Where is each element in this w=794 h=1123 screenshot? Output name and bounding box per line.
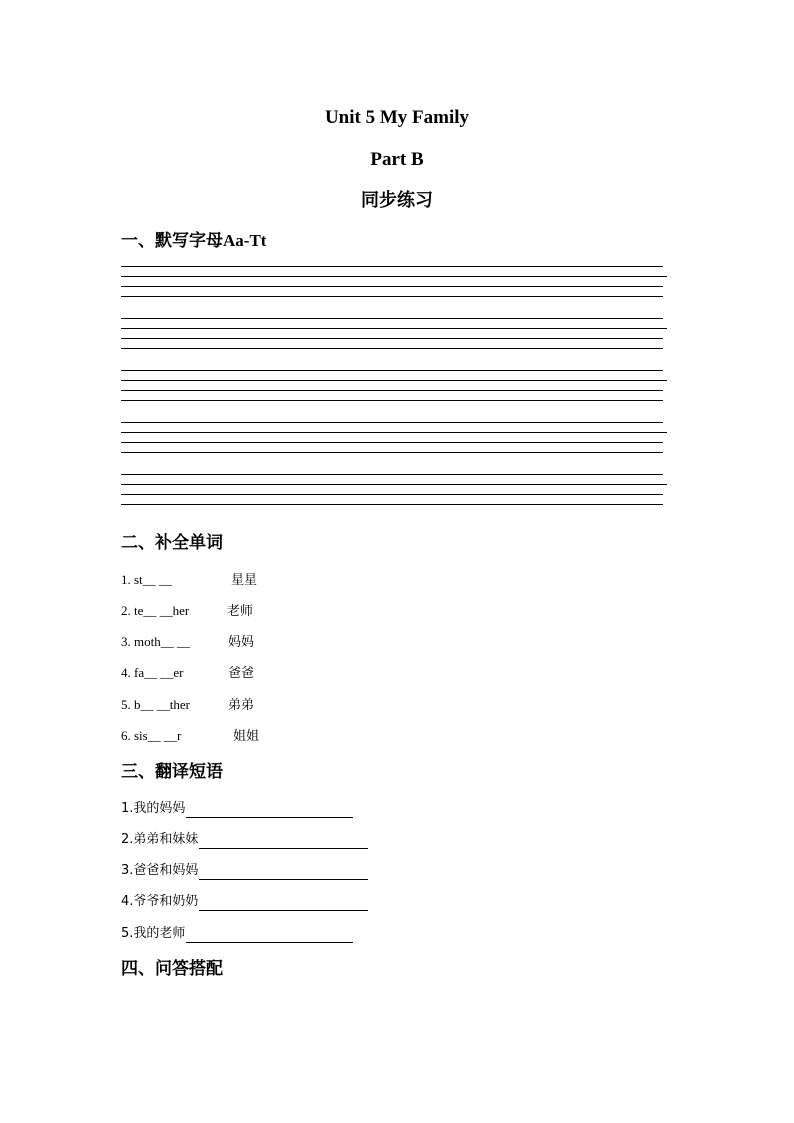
translation-item [121, 831, 368, 849]
section-heading-dictation [121, 230, 266, 252]
translation-prompt: 4.爷爷和奶奶 [121, 894, 199, 909]
section-heading-en: Aa-Tt [223, 231, 267, 250]
writing-line-group[interactable] [121, 474, 667, 506]
section-heading-match: 四、问答搭配 [121, 959, 223, 979]
word-blank[interactable]: 4. fa__ __er [121, 665, 184, 680]
word-meaning: 星星 [231, 573, 258, 588]
word-meaning: 爸爸 [228, 666, 255, 681]
translation-item [121, 800, 353, 818]
translation-prompt: 3.爸爸和妈妈 [121, 863, 199, 878]
writing-line-group[interactable] [121, 266, 667, 298]
writing-line [121, 318, 663, 319]
worksheet-title: Unit 5 My Family [324, 107, 470, 128]
word-blank[interactable]: 3. moth__ __ [121, 634, 190, 649]
writing-line [121, 494, 663, 495]
writing-line [121, 348, 663, 349]
translation-item [121, 862, 368, 880]
word-completion-item [121, 602, 253, 621]
word-meaning: 老师 [227, 604, 254, 619]
section-heading-cn: 一、默写字母 [121, 231, 223, 251]
word-meaning: 姐姐 [233, 729, 260, 744]
writing-line [121, 390, 663, 391]
writing-line-group[interactable] [121, 422, 667, 454]
translation-prompt: 2.弟弟和妹妹 [121, 832, 199, 847]
writing-line-group[interactable] [121, 370, 667, 402]
section-heading-translate: 三、翻译短语 [121, 762, 223, 782]
worksheet-part: Part B [370, 149, 424, 170]
answer-blank[interactable] [186, 803, 353, 818]
word-blank[interactable]: 6. sis__ __r [121, 728, 182, 743]
writing-line [121, 370, 663, 371]
writing-line [121, 276, 667, 277]
writing-line [121, 504, 663, 505]
word-blank[interactable]: 2. te__ __her [121, 603, 190, 618]
word-completion-item [121, 664, 254, 683]
translation-item [121, 925, 353, 943]
section-heading-complete-words: 二、补全单词 [121, 533, 223, 553]
translation-item [121, 893, 368, 911]
writing-line [121, 266, 663, 267]
writing-line [121, 296, 663, 297]
writing-line [121, 474, 663, 475]
writing-line [121, 452, 663, 453]
word-blank[interactable]: 5. b__ __ther [121, 697, 190, 712]
answer-blank[interactable] [186, 928, 353, 943]
writing-line [121, 432, 667, 433]
writing-line [121, 328, 667, 329]
writing-line-group[interactable] [121, 318, 667, 350]
writing-line [121, 422, 663, 423]
translation-prompt: 1.我的妈妈 [121, 801, 186, 816]
word-completion-item [121, 727, 259, 746]
answer-blank[interactable] [199, 834, 368, 849]
word-completion-item [121, 633, 254, 652]
writing-line [121, 338, 663, 339]
answer-blank[interactable] [199, 865, 368, 880]
writing-line [121, 380, 667, 381]
word-meaning: 弟弟 [228, 698, 255, 713]
translation-prompt: 5.我的老师 [121, 926, 186, 941]
worksheet-subtitle: 同步练习 [361, 190, 433, 211]
word-completion-item [121, 696, 254, 715]
word-blank[interactable]: 1. st__ __ [121, 572, 172, 587]
word-meaning: 妈妈 [228, 635, 255, 650]
writing-line [121, 400, 663, 401]
writing-line [121, 484, 667, 485]
writing-line [121, 286, 663, 287]
word-completion-item [121, 571, 257, 590]
answer-blank[interactable] [199, 896, 368, 911]
writing-line [121, 442, 663, 443]
